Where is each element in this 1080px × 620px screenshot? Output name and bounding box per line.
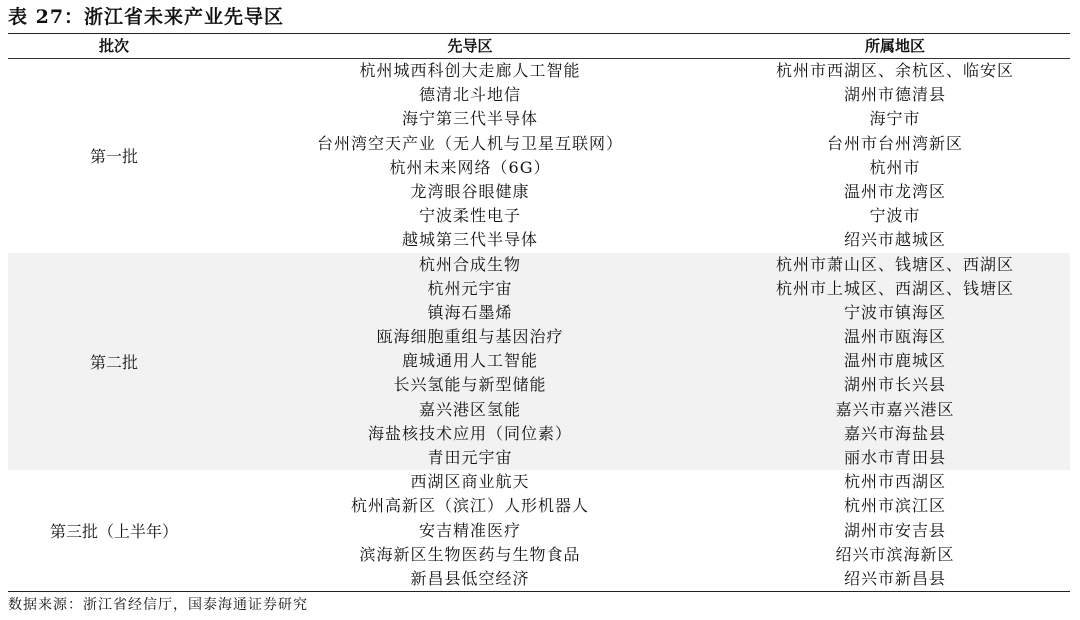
zone-cell: 台州湾空天产业（无人机与卫星互联网） [316,133,623,153]
table-row [220,543,1070,567]
table-row [220,59,1070,83]
table-row [220,398,1070,422]
region-cell: 台州市台州湾新区 [826,133,963,153]
table-row [220,180,1070,204]
table-row [220,132,1070,156]
zone-cell: 杭州城西科创大走廊人工智能 [359,61,581,80]
zone-cell: 滨海新区生物医药与生物食品 [359,544,581,564]
table-row [220,470,1070,494]
header-zone: 先导区 [447,37,493,55]
zone-cell: 杭州高新区（滨江）人形机器人 [350,496,589,516]
zone-cell: 新昌县低空经济 [410,568,530,588]
pilot-zone-table [8,33,1070,592]
table-row [220,107,1070,131]
zone-cell: 海宁第三代半导体 [401,109,538,129]
batch-group [8,253,1070,471]
header-region: 所属地区 [864,37,925,55]
table-row [220,325,1070,349]
table-row [220,253,1070,277]
zone-cell: 西湖区商业航天 [410,472,530,492]
region-cell: 温州市鹿城区 [843,351,946,371]
table-row [220,277,1070,301]
region-cell: 温州市瓯海区 [843,327,946,347]
zone-cell: 宁波柔性电子 [418,206,521,226]
batch-label: 第二批 [89,352,138,372]
table-row [220,519,1070,543]
table-row [220,373,1070,397]
zone-cell: 鹿城通用人工智能 [401,351,538,371]
zone-cell: 青田元宇宙 [427,448,513,467]
batch-group [8,470,1070,591]
zone-cell: 德清北斗地信 [418,85,521,105]
table-row [220,228,1070,252]
batch-label: 第一批 [89,147,138,167]
region-cell: 杭州市西湖区 [843,472,946,492]
batch-label: 第三批（上半年） [49,522,178,542]
zone-cell: 海盐核技术应用（同位素） [367,423,572,443]
table-body [8,59,1070,592]
region-cell: 杭州市 [869,157,921,177]
region-cell: 绍兴市滨海新区 [835,544,955,564]
region-cell: 嘉兴市嘉兴港区 [835,399,955,419]
region-cell: 绍兴市越城区 [843,230,946,250]
region-cell: 湖州市德清县 [843,85,946,105]
table-row [220,156,1070,180]
zone-cell: 杭州元宇宙 [427,278,513,298]
region-cell: 宁波市镇海区 [843,302,946,322]
header-batch: 批次 [98,37,129,55]
zone-cell: 镇海石墨烯 [427,302,513,322]
zone-cell: 越城第三代半导体 [401,230,538,250]
zone-cell: 杭州合成生物 [418,254,521,274]
data-source-note: 数据来源：浙江省经信厅，国泰海通证券研究 [8,597,308,613]
region-cell: 湖州市长兴县 [843,375,946,395]
region-cell: 绍兴市新昌县 [843,568,946,588]
region-cell: 宁波市 [869,206,921,226]
region-cell: 温州市龙湾区 [843,181,946,201]
table-row [220,422,1070,446]
region-cell: 海宁市 [869,109,921,129]
table-row [220,301,1070,325]
region-cell: 杭州市上城区、西湖区、钱塘区 [775,278,1014,298]
region-cell: 湖州市安吉县 [843,520,946,540]
zone-cell: 龙湾眼谷眼健康 [410,181,530,201]
table-row [220,204,1070,228]
region-cell: 嘉兴市海盐县 [843,423,946,443]
table-title: 表 27：浙江省未来产业先导区 [8,6,285,28]
region-cell: 杭州市萧山区、钱塘区、西湖区 [775,254,1014,274]
zone-cell: 嘉兴港区氢能 [418,399,521,419]
zone-cell: 长兴氢能与新型储能 [393,375,547,395]
zone-cell: 杭州未来网络（6G） [389,157,551,177]
region-cell: 丽水市青田县 [843,448,946,467]
table-header [8,34,1070,59]
region-cell: 杭州市西湖区、余杭区、临安区 [775,61,1014,80]
batch-group [8,59,1070,253]
table-row [220,446,1070,470]
table-row [220,83,1070,107]
table-row [220,567,1070,591]
zone-cell: 瓯海细胞重组与基因治疗 [376,327,564,347]
table-row [220,349,1070,373]
region-cell: 杭州市滨江区 [843,496,946,516]
zone-cell: 安吉精准医疗 [418,520,521,540]
table-row [220,494,1070,518]
